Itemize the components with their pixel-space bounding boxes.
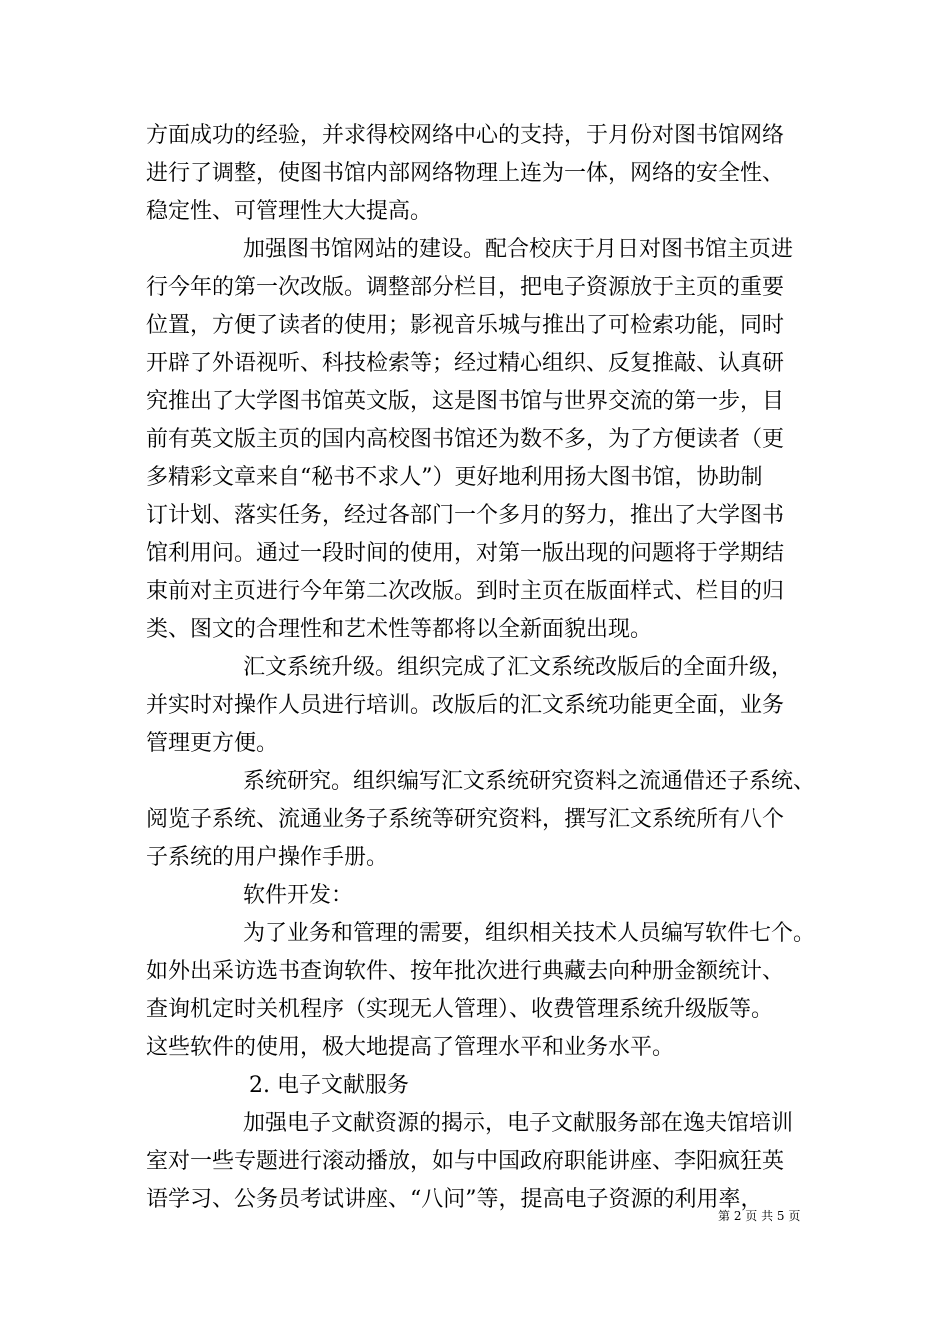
text-line: 这些软件的使用，极大地提高了管理水平和业务水平。: [146, 1035, 675, 1060]
paragraph-first-line: 系统研究。组织编写汇文系统研究资料之流通借还子系统、: [243, 769, 816, 794]
text-line: 稳定性、可管理性大大提高。: [146, 199, 433, 224]
paragraph-first-line: 加强图书馆网站的建设。配合校庆于月日对图书馆主页进: [243, 237, 794, 262]
text-line: 订计划、落实任务，经过各部门一个多月的努力，推出了大学图书: [146, 503, 785, 528]
text-line: 开辟了外语视听、科技检索等；经过精心组织、反复推敲、认真研: [146, 351, 785, 376]
paragraph-first-line: 为了业务和管理的需要，组织相关技术人员编写软件七个。: [243, 921, 816, 946]
text-line: 语学习、公务员考试讲座、“八问”等，提高电子资源的利用率，: [146, 1187, 763, 1212]
text-line: 进行了调整，使图书馆内部网络物理上连为一体，网络的安全性、: [146, 161, 785, 186]
text-line: 子系统的用户操作手册。: [146, 845, 389, 870]
text-line: 并实时对操作人员进行培训。改版后的汇文系统功能更全面，业务: [146, 693, 785, 718]
text-line: 如外出采访选书查询软件、按年批次进行典藏去向种册金额统计、: [146, 959, 785, 984]
text-line: 查询机定时关机程序（实现无人管理）、收费管理系统升级版等。: [146, 997, 774, 1022]
text-line: 位置，方便了读者的使用；影视音乐城与推出了可检索功能，同时: [146, 313, 785, 338]
text-line: 类、图文的合理性和艺术性等都将以全新面貌出现。: [146, 617, 653, 642]
text-line: 前有英文版主页的国内高校图书馆还为数不多，为了方便读者（更: [146, 427, 785, 452]
text-line: 方面成功的经验，并求得校网络中心的支持，于月份对图书馆网络: [146, 123, 785, 148]
page-number-footer: 第 2 页 共 5 页: [718, 1209, 801, 1223]
paragraph-first-line: 加强电子文献资源的揭示，电子文献服务部在逸夫馆培训: [243, 1111, 794, 1136]
text-line: 多精彩文章来自“秘书不求人”）更好地利用扬大图书馆，协助制: [146, 465, 763, 490]
text-line: 阅览子系统、流通业务子系统等研究资料，撰写汇文系统所有八个: [146, 807, 785, 832]
text-line: 行今年的第一次改版。调整部分栏目，把电子资源放于主页的重要: [146, 275, 785, 300]
text-line: 管理更方便。: [146, 731, 279, 756]
paragraph-first-line: 汇文系统升级。组织完成了汇文系统改版后的全面升级，: [243, 655, 794, 680]
text-line: 究推出了大学图书馆英文版，这是图书馆与世界交流的第一步，目: [146, 389, 785, 414]
text-line: 束前对主页进行今年第二次改版。到时主页在版面样式、栏目的归: [146, 579, 785, 604]
section-label: 软件开发：: [243, 883, 354, 908]
text-line: 室对一些专题进行滚动播放，如与中国政府职能讲座、李阳疯狂英: [146, 1149, 785, 1174]
section-heading: 2. 电子文献服务: [249, 1073, 409, 1098]
text-line: 馆利用问。通过一段时间的使用，对第一版出现的问题将于学期结: [146, 541, 785, 566]
